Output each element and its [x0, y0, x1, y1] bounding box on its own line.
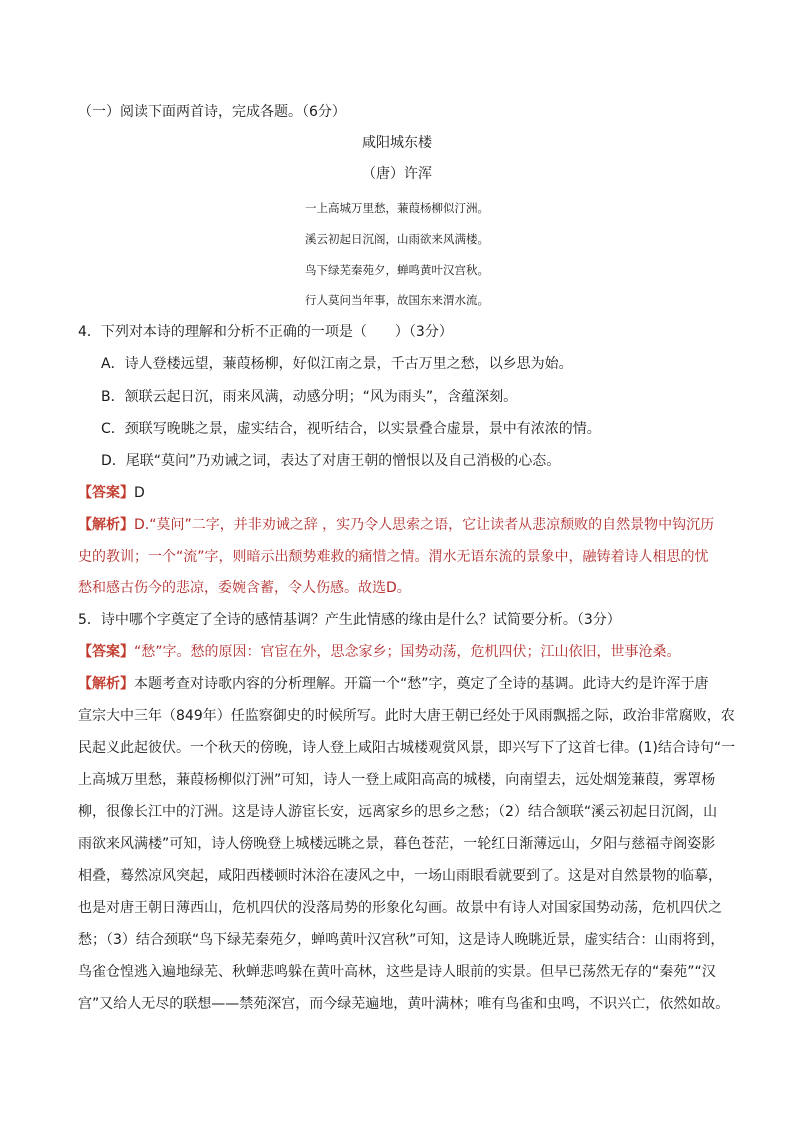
question-4-stem: 4．下列对本诗的理解和分析不正确的一项是（ ）（3分）	[78, 324, 453, 340]
option-d: D．尾联“莫问”乃劝诫之词，表达了对唐王朝的憎恨以及自己消极的心态。	[101, 453, 561, 469]
analysis-5-line: 鸟雀仓惶逃入遍地绿芜、秋蝉悲鸣躲在黄叶高林，这些是诗人眼前的实景。但早已荡然无存的“秦苑”“汉	[78, 964, 716, 980]
analysis-4-line-3: 愁和感古伤今的悲凉，委婉含蓄，令人伤感。故选D。	[78, 580, 411, 596]
answer-5	[78, 642, 681, 662]
answer-value: D	[134, 485, 145, 501]
poem-line: 一上高城万里愁，蒹葭杨柳似汀洲。	[305, 201, 489, 215]
analysis-label: 【解析】	[78, 517, 134, 533]
analysis-5-line: 宣宗大中三年（849年）任监察御史的时候所写。此时大唐王朝已经处于风雨飘摇之际，政治非常腐败，农	[78, 708, 735, 724]
option-b: B．颔联云起日沉，雨来风满，动感分明；“风为雨头”，含蕴深刻。	[101, 389, 518, 405]
analysis-5-line: 雨欲来风满楼”可知，诗人傍晚登上城楼远眺之景，暮色苍茫，一轮红日渐薄远山，夕阳与慈福寺阁姿影	[78, 836, 716, 852]
answer-label: 【答案】	[78, 485, 134, 501]
poem-author: （唐）许浑	[362, 166, 432, 182]
analysis-5-line: 柳，很像长江中的汀洲。这是诗人游宦长安，远离家乡的思乡之愁；（2）结合颔联“溪云初起日沉阁，山	[78, 804, 718, 820]
analysis-5-line: 相叠，蓦然凉风突起，咸阳西楼顿时沐浴在凄风之中，一场山雨眼看就要到了。这是对自然景物的临摹，	[78, 868, 722, 884]
question-5-stem: 5．诗中哪个字奠定了全诗的感情基调？产生此情感的缘由是什么？试简要分析。（3分）	[78, 612, 621, 628]
analysis-5-line: 也是对唐王朝日薄西山，危机四伏的没落局势的形象化勾画。故景中有诗人对国家国势动荡，危机四伏之	[78, 900, 722, 916]
analysis-4-line-1	[78, 515, 714, 535]
analysis-text: 本题考查对诗歌内容的分析理解。开篇一个“愁”字，奠定了全诗的基调。此诗大约是许浑于唐	[134, 676, 709, 692]
analysis-4-line-2: 史的教训；一个“流”字，则暗示出颓势难救的痛惜之情。渭水无语东流的景象中，融铸着诗人相思的忧	[78, 549, 709, 565]
option-a: A．诗人登楼远望，蒹葭杨柳，好似江南之景，千古万里之愁，以乡思为始。	[101, 356, 573, 372]
analysis-5-line: 民起义此起彼伏。一个秋天的傍晚，诗人登上咸阳古城楼观赏风景，即兴写下了这首七律。(1)结合诗句“一	[78, 740, 736, 756]
analysis-5-line: 愁；（3）结合颈联“鸟下绿芜秦苑夕，蝉鸣黄叶汉宫秋”可知，这是诗人晚眺近景，虚实结合：山雨将到，	[78, 932, 725, 948]
poem-line: 鸟下绿芜秦苑夕，蝉鸣黄叶汉宫秋。	[305, 263, 489, 277]
analysis-5-line: 上高城万里愁，蒹葭杨柳似汀洲”可知，诗人一登上咸阳高高的城楼，向南望去，远处烟笼蒹葭，雾罩杨	[78, 772, 716, 788]
answer-value: “愁”字。愁的原因：官宦在外，思念家乡；国势动荡，危机四伏；江山依旧，世事沧桑。	[134, 644, 681, 660]
analysis-label: 【解析】	[78, 676, 134, 692]
analysis-5-line-1	[78, 674, 709, 694]
poem-line: 行人莫问当年事，故国东来渭水流。	[305, 293, 489, 307]
poem-line: 溪云初起日沉阁，山雨欲来风满楼。	[305, 232, 489, 246]
analysis-text: D.“莫问”二字，并非劝诫之辞 ，实乃令人思索之语，它让读者从悲凉颓败的自然景物中钩沉历	[134, 517, 715, 533]
analysis-5-line: 宫”又给人无尽的联想——禁苑深宫，而今绿芜遍地，黄叶满林；唯有鸟雀和虫鸣，不识兴亡，依然如故。	[78, 996, 730, 1012]
section-heading: （一）阅读下面两首诗，完成各题。（6分）	[78, 104, 346, 120]
option-c: C．颈联写晚眺之景，虚实结合，视听结合，以实景叠合虚景，景中有浓浓的情。	[101, 421, 601, 437]
poem-title: 咸阳城东楼	[362, 135, 432, 151]
answer-label: 【答案】	[78, 644, 134, 660]
answer-4	[78, 483, 145, 503]
